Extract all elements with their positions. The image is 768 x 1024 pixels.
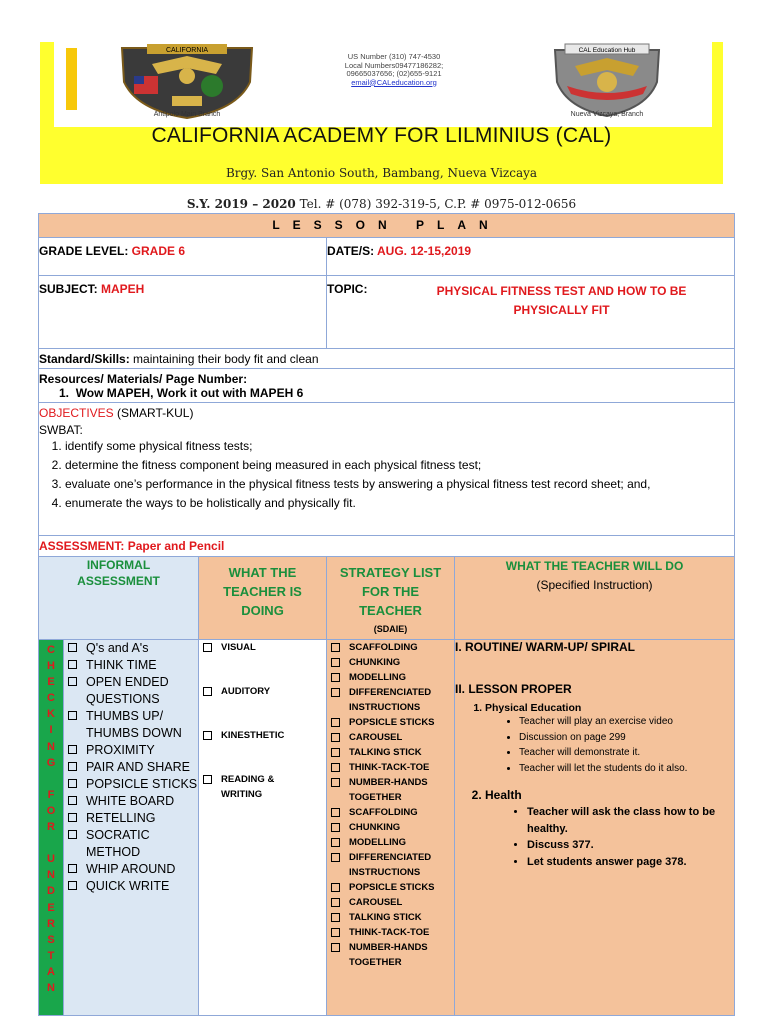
grade-level-cell: [39, 238, 327, 276]
checkbox-icon[interactable]: [331, 913, 340, 922]
teacher-doing-item[interactable]: [199, 772, 301, 802]
objectives-cell: [39, 403, 735, 536]
checklist-item[interactable]: [327, 850, 454, 880]
checkbox-icon[interactable]: [68, 762, 77, 771]
teacher-doing-label: VISUAL: [221, 642, 256, 653]
checking-for-understanding-strip: [39, 640, 64, 1016]
checklist-label: PROXIMITY: [86, 743, 155, 757]
checklist-item[interactable]: [327, 880, 454, 895]
lesson-plan-title: LESSON PLAN: [39, 214, 735, 238]
lesson-plan-table: [38, 213, 735, 1016]
sdaie-label: (SDAIE): [373, 624, 408, 634]
teacher-doing-column: [199, 640, 327, 1016]
checklist-label: WHITE BOARD: [86, 794, 175, 808]
topic-value-line1: PHYSICAL FITNESS TEST AND HOW TO BE: [436, 284, 687, 298]
checkbox-icon[interactable]: [68, 745, 77, 754]
checklist-label: PAIR AND SHARE: [86, 760, 190, 774]
checkbox-icon[interactable]: [331, 853, 340, 862]
vertical-letter: D: [47, 885, 55, 898]
checkbox-icon[interactable]: [68, 779, 77, 788]
checklist-item[interactable]: [64, 759, 198, 776]
vertical-letter: N: [47, 740, 55, 753]
objective-item: 1. identify some physical fitness tests;: [65, 439, 734, 454]
strategy-list: [327, 640, 454, 970]
checklist-item[interactable]: [327, 820, 454, 835]
teacher-doing-item[interactable]: [199, 684, 326, 699]
vertical-label: [39, 642, 63, 996]
vertical-letter: E: [47, 676, 55, 689]
teacher-doing-header: [199, 557, 327, 640]
checklist-item[interactable]: [327, 760, 454, 775]
checkbox-icon[interactable]: [331, 898, 340, 907]
checkbox-icon[interactable]: [331, 733, 340, 742]
informal-assessment-column: [64, 640, 199, 1016]
objectives-suffix: (SMART-KUL): [113, 406, 194, 420]
school-year: S.Y. 2019 – 2020: [186, 197, 296, 211]
checklist-label: CHUNKING: [349, 822, 401, 833]
checklist-label: CAROUSEL: [349, 732, 403, 743]
checkbox-icon[interactable]: [331, 883, 340, 892]
checklist-label: TALKING STICK: [349, 747, 422, 758]
teacher-will-do-header: [455, 557, 735, 640]
teacher-doing-list: [199, 640, 326, 802]
vertical-letter: S: [47, 933, 55, 946]
email-link[interactable]: email@CALeducation.org: [351, 77, 437, 87]
dates-value: AUG. 12-15,2019: [377, 244, 472, 258]
pe-section: [485, 702, 734, 714]
checkbox-icon[interactable]: [331, 748, 340, 757]
objectives-label: OBJECTIVES: [39, 406, 114, 420]
topic-label: TOPIC:: [327, 282, 368, 296]
objective-item: 3. evaluate one’s performance in the physical fitness tests by answering a physical fitness test record sheet; and,: [65, 477, 734, 492]
checklist-item[interactable]: [327, 940, 454, 970]
checklist-label: WHIP AROUND: [86, 862, 176, 876]
checkbox-icon[interactable]: [68, 677, 77, 686]
checkbox-icon[interactable]: [331, 673, 340, 682]
bullet-item: • Discussion on page 299: [519, 730, 734, 746]
vertical-letter: N: [47, 869, 55, 882]
dates-label: DATE/S:: [327, 244, 377, 258]
checklist-label: TALKING STICK: [349, 912, 422, 923]
teacher-doing-header-text: WHAT THE TEACHER IS DOING: [223, 565, 302, 618]
checkbox-icon[interactable]: [331, 928, 340, 937]
contact-block: [318, 53, 470, 87]
subject-label: SUBJECT:: [39, 282, 102, 296]
checklist-item[interactable]: [64, 878, 198, 895]
checklist-item[interactable]: [327, 715, 454, 730]
checklist-label: RETELLING: [86, 811, 156, 825]
objective-item: 2. determine the fitness component being measured in each physical fitness test;: [65, 458, 734, 473]
checkbox-icon[interactable]: [68, 643, 77, 652]
checklist-item[interactable]: [327, 835, 454, 850]
grade-level-value: GRADE 6: [131, 244, 186, 258]
checkbox-icon[interactable]: [331, 643, 340, 652]
checklist-label: THUMBS UP/ THUMBS DOWN: [86, 709, 182, 740]
teacher-will-do-column: [455, 640, 735, 1016]
vertical-letter: C: [47, 644, 55, 656]
checklist-label: POPSICLE STICKS: [86, 777, 198, 791]
checkbox-icon[interactable]: [68, 830, 77, 839]
checklist-label: DIFFERENCIATED INSTRUCTIONS: [349, 687, 432, 713]
teacher-doing-label: AUDITORY: [221, 686, 271, 697]
checklist-item[interactable]: [327, 730, 454, 745]
checkbox-icon[interactable]: [331, 658, 340, 667]
assessment-cell: [39, 536, 735, 557]
school-logo-left: [112, 42, 262, 120]
checkbox-icon[interactable]: [331, 763, 340, 772]
checklist-item[interactable]: [64, 708, 198, 742]
grade-level-label: GRADE LEVEL:: [39, 244, 132, 258]
checklist-item[interactable]: [64, 810, 198, 827]
standard-cell: [39, 349, 735, 369]
vertical-letter: C: [47, 692, 55, 705]
checklist-label: SOCRATIC METHOD: [86, 828, 150, 859]
checklist-label: QUICK WRITE: [86, 879, 170, 893]
school-contact-numbers: Tel. # (078) 392-319-5, C.P. # 0975-012-0656: [295, 197, 577, 211]
checklist-item[interactable]: [327, 640, 454, 655]
resource-item: 1. Wow MAPEH, Work it out with MAPEH 6: [59, 386, 304, 400]
checklist-item[interactable]: [327, 805, 454, 820]
checklist-label: Q's and A's: [86, 641, 149, 655]
checkbox-icon[interactable]: [331, 808, 340, 817]
objective-item: 4. enumerate the ways to be holistically and physically fit.: [65, 496, 734, 511]
pe-items-list: [455, 714, 734, 776]
checklist-item[interactable]: [64, 657, 198, 674]
checkbox-icon[interactable]: [68, 864, 77, 873]
assessment-label: ASSESSMENT:: [39, 539, 128, 553]
checkbox-icon[interactable]: [331, 838, 340, 847]
vertical-letter: E: [47, 901, 55, 914]
routine-heading: I. ROUTINE/ WARM-UP/ SPIRAL: [455, 640, 635, 654]
teacher-doing-label: KINESTHETIC: [221, 730, 285, 741]
school-name: CALIFORNIA ACADEMY FOR LILMINIUS (CAL): [151, 124, 612, 147]
vertical-letter: [39, 835, 63, 851]
checklist-item[interactable]: [64, 793, 198, 810]
assessment-value: Paper and Pencil: [127, 539, 225, 553]
health-section-list: [455, 788, 734, 802]
standard-value: maintaining their body fit and clean: [129, 352, 319, 366]
checkbox-icon[interactable]: [68, 796, 77, 805]
checklist-item[interactable]: [64, 827, 198, 861]
checklist-label: THINK-TACK-TOE: [349, 927, 430, 938]
checklist-item[interactable]: [64, 640, 198, 657]
checklist-item[interactable]: [327, 685, 454, 715]
vertical-letter: A: [47, 965, 55, 978]
vertical-letter: [39, 771, 63, 787]
school-logo-right: [547, 42, 667, 120]
lesson-sections: [455, 702, 734, 714]
bullet-item: • Teacher will play an exercise video: [519, 714, 734, 730]
checklist-item[interactable]: [327, 775, 454, 805]
checklist-label: THINK-TACK-TOE: [349, 762, 430, 773]
bullet-item: • Teacher will demonstrate it.: [519, 745, 734, 761]
checkbox-icon[interactable]: [68, 813, 77, 822]
strategy-header: [327, 557, 455, 640]
subject-value: MAPEH: [101, 282, 145, 296]
vertical-letter: G: [46, 756, 56, 769]
header-accent-bar: [66, 48, 77, 110]
checklist-item[interactable]: [327, 895, 454, 910]
checklist-label: NUMBER-HANDS TOGETHER: [349, 942, 428, 968]
school-year-line: [40, 197, 723, 211]
contact-line: 09665037656; (02)655-9121: [346, 69, 442, 78]
specified-instruction-label: (Specified Instruction): [536, 578, 653, 592]
vertical-letter: K: [47, 708, 55, 721]
contact-line: US Number (310) 747-4530: [347, 52, 441, 61]
checklist-label: CAROUSEL: [349, 897, 403, 908]
contact-line: Local Numbers09477186282;: [344, 60, 444, 70]
school-address: Brgy. San Antonio South, Bambang, Nueva Vizcaya: [225, 166, 538, 180]
resources-cell: [39, 369, 735, 403]
vertical-letter: O: [46, 804, 56, 817]
teacher-will-do-header-text: WHAT THE TEACHER WILL DO: [505, 559, 684, 573]
checkbox-icon[interactable]: [203, 731, 212, 740]
checkbox-icon[interactable]: [331, 778, 340, 787]
checkbox-icon[interactable]: [331, 823, 340, 832]
bullet-item: • Teacher will let the students do it also.: [519, 761, 734, 777]
vertical-letter: T: [47, 949, 55, 962]
dates-cell: [327, 238, 735, 276]
resources-label: Resources/ Materials/ Page Number:: [39, 372, 248, 386]
objectives-list: [39, 439, 734, 511]
informal-header-line1: INFORMAL: [86, 558, 151, 572]
strategy-column: [327, 640, 455, 1016]
checklist-label: THINK TIME: [86, 658, 157, 672]
logo-left-caption: Antipolo Main Branch: [153, 111, 221, 118]
teacher-doing-item[interactable]: [199, 640, 326, 655]
bullet-item: • Teacher will ask the class how to be healthy.: [527, 804, 734, 837]
checkbox-icon[interactable]: [331, 943, 340, 952]
checklist-label: SCAFFOLDING: [349, 807, 418, 818]
checklist-item[interactable]: [64, 674, 198, 708]
swbat-label: SWBAT:: [39, 423, 83, 437]
informal-assessment-list: [64, 640, 198, 895]
teacher-doing-label: READING & WRITING: [221, 774, 275, 800]
checkbox-icon[interactable]: [203, 687, 212, 696]
checklist-label: OPEN ENDED QUESTIONS: [86, 675, 169, 706]
resource-item-text: Wow MAPEH, Work it out with MAPEH 6: [75, 386, 304, 400]
informal-assessment-header: [39, 557, 199, 640]
vertical-letter: I: [49, 724, 53, 737]
topic-value-line2: PHYSICALLY FIT: [513, 303, 610, 317]
bullet-item: • Let students answer page 378.: [527, 854, 734, 871]
checkbox-icon[interactable]: [203, 643, 212, 652]
checklist-label: SCAFFOLDING: [349, 642, 418, 653]
vertical-letter: R: [47, 821, 55, 834]
logo-left-banner-text: CALIFORNIA: [165, 47, 209, 54]
checkbox-icon[interactable]: [68, 881, 77, 890]
subject-cell: [39, 276, 327, 349]
checklist-label: MODELLING: [349, 837, 406, 848]
checklist-item[interactable]: [64, 742, 198, 759]
strategy-header-text: STRATEGY LIST FOR THE TEACHER: [339, 565, 442, 618]
checkbox-icon[interactable]: [331, 688, 340, 697]
checkbox-icon[interactable]: [203, 775, 212, 784]
logo-right-banner-text: CAL Education Hub: [578, 47, 636, 54]
vertical-letter: N: [47, 981, 55, 994]
checklist-item[interactable]: [327, 925, 454, 940]
checklist-item[interactable]: [64, 776, 198, 793]
vertical-letter: H: [47, 660, 55, 673]
topic-cell: [327, 276, 735, 349]
checklist-item[interactable]: [327, 655, 454, 670]
standard-label: Standard/Skills:: [39, 352, 130, 366]
checklist-item[interactable]: [327, 670, 454, 685]
checklist-label: MODELLING: [349, 672, 406, 683]
logo-right-caption: Nueva Vizcaya, Branch: [570, 111, 644, 118]
vertical-letter: F: [47, 788, 55, 801]
checklist-label: CHUNKING: [349, 657, 401, 668]
pe-title: Physical Education: [485, 702, 582, 714]
bullet-item: • Discuss 377.: [527, 837, 734, 854]
checklist-label: DIFFERENCIATED INSTRUCTIONS: [349, 852, 432, 878]
vertical-letter: U: [47, 853, 55, 866]
informal-header-line2: ASSESSMENT: [77, 574, 160, 588]
vertical-letter: R: [47, 917, 55, 930]
health-section: [485, 788, 734, 802]
health-title: Health: [485, 788, 522, 802]
lesson-proper-heading: II. LESSON PROPER: [455, 682, 572, 696]
checklist-label: POPSICLE STICKS: [349, 717, 435, 728]
checklist-item[interactable]: [327, 745, 454, 760]
checklist-label: NUMBER-HANDS TOGETHER: [349, 777, 428, 803]
checklist-item[interactable]: [327, 910, 454, 925]
checkbox-icon[interactable]: [68, 711, 77, 720]
checklist-item[interactable]: [64, 861, 198, 878]
checkbox-icon[interactable]: [331, 718, 340, 727]
teacher-doing-item[interactable]: [199, 728, 326, 743]
checklist-label: POPSICLE STICKS: [349, 882, 435, 893]
health-items-list: [455, 804, 734, 870]
checkbox-icon[interactable]: [68, 660, 77, 669]
